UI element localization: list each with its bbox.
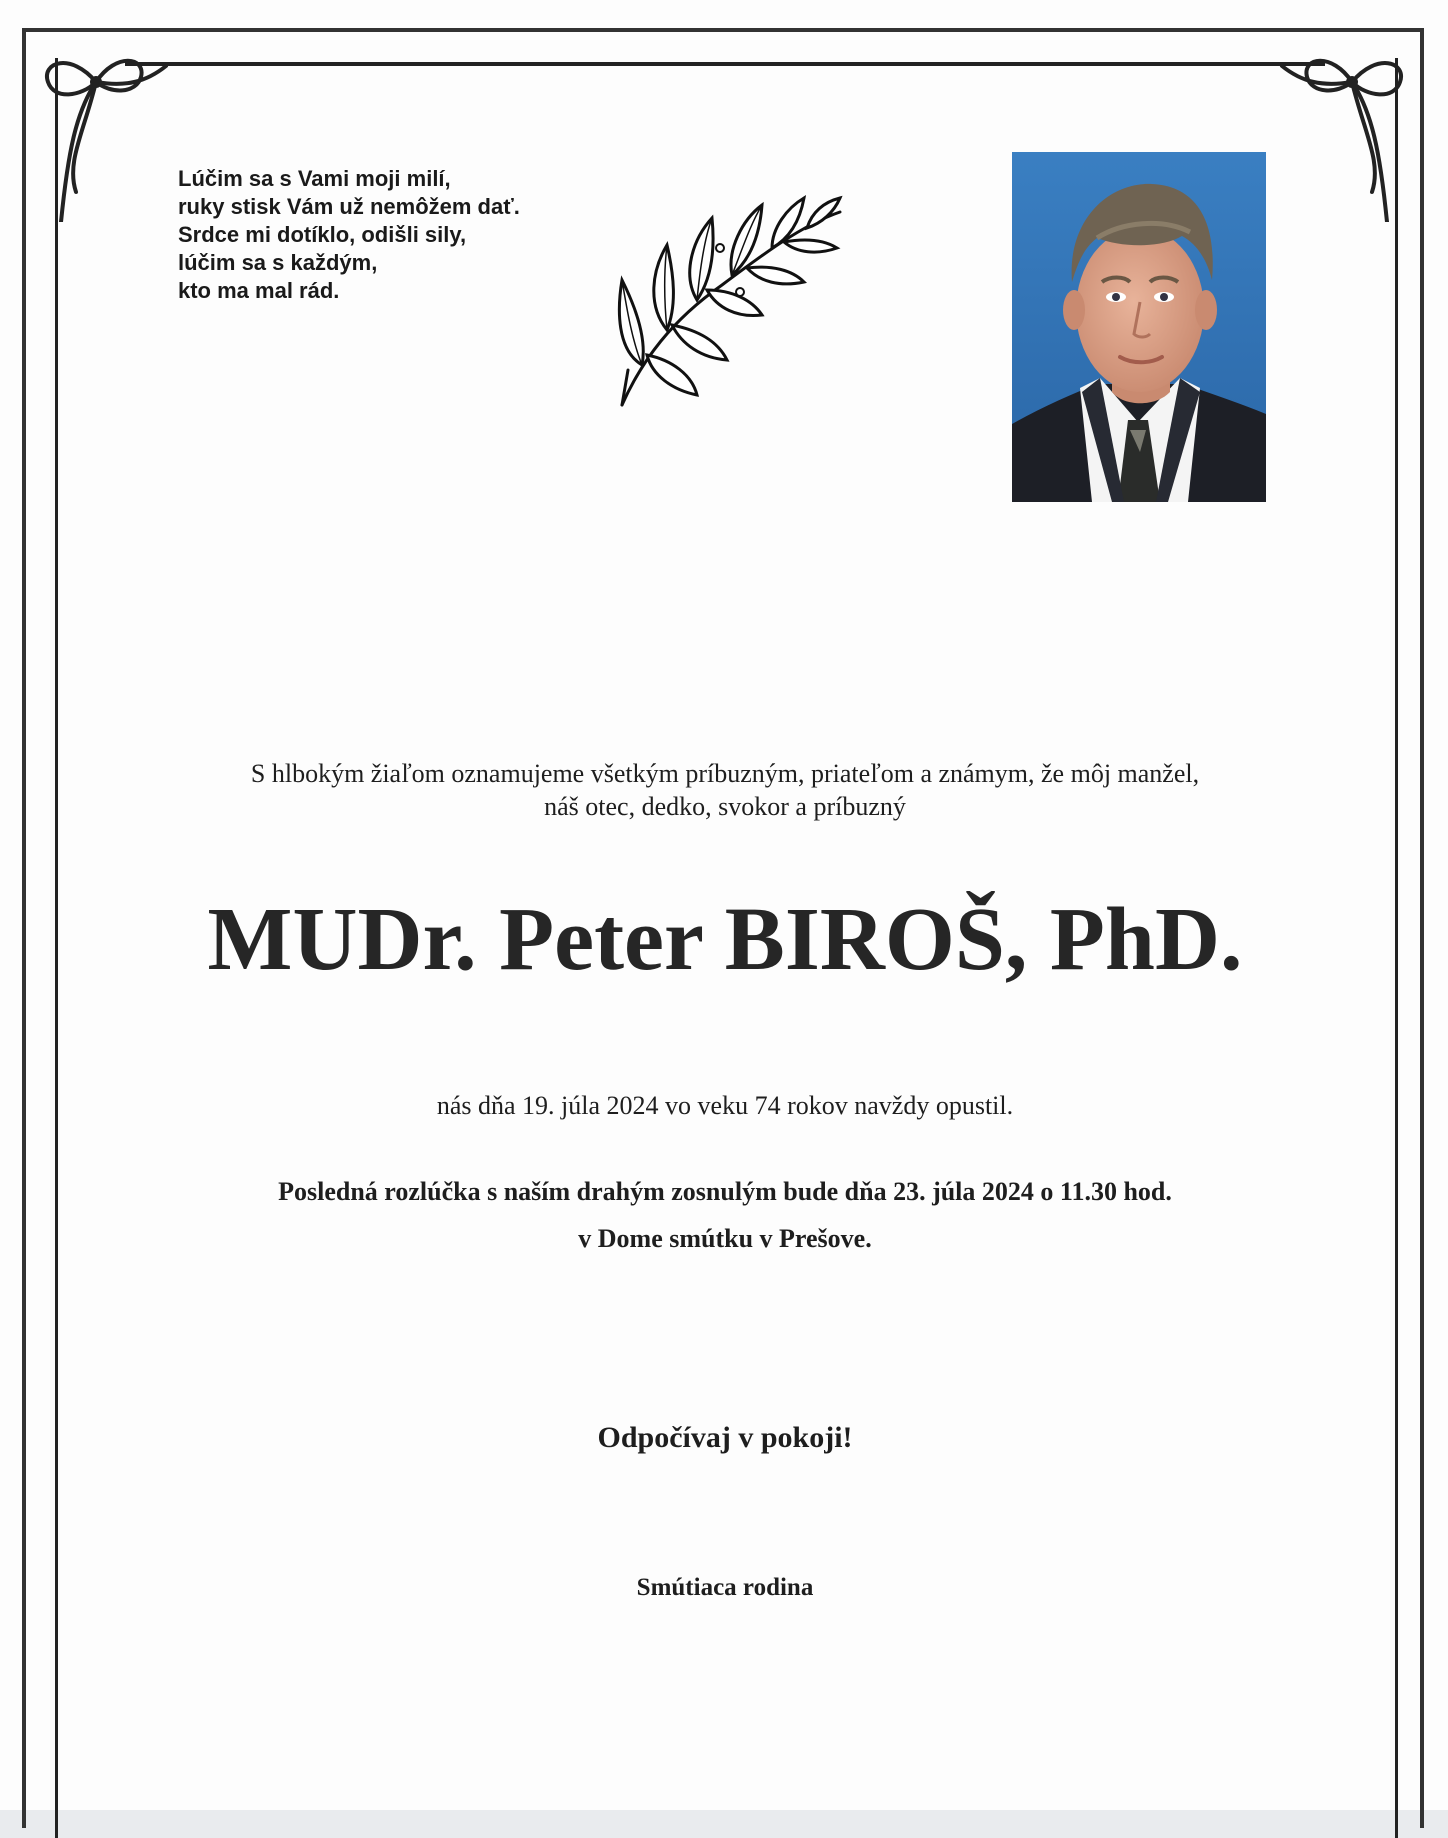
funeral-line: v Dome smútku v Prešove. bbox=[578, 1224, 872, 1253]
farewell-poem bbox=[178, 165, 520, 305]
rest-in-peace-text: Odpočívaj v pokoji! bbox=[597, 1421, 853, 1454]
poem-line: ruky stisk Vám už nemôžem dať. bbox=[178, 194, 520, 219]
announcement-intro bbox=[120, 757, 1330, 823]
poem-line: lúčim sa s každým, bbox=[178, 250, 378, 275]
ribbon-bow-icon bbox=[36, 42, 176, 222]
poem-line: kto ma mal rád. bbox=[178, 278, 340, 303]
deceased-name: MUDr. Peter BIROŠ, PhD. bbox=[207, 890, 1243, 989]
olive-branch-icon bbox=[612, 190, 847, 410]
death-notice: nás dňa 19. júla 2024 vo veku 74 rokov navždy opustil. bbox=[436, 1091, 1014, 1120]
portrait-photo-image bbox=[1012, 152, 1266, 502]
funeral-details bbox=[120, 1168, 1330, 1262]
intro-line: náš otec, dedko, svokor a príbuzný bbox=[544, 792, 906, 821]
poem-line: Srdce mi dotíklo, odišli sily, bbox=[178, 222, 467, 247]
funeral-line: Posledná rozlúčka s naším drahým zosnulým bude dňa 23. júla 2024 o 11.30 hod. bbox=[278, 1177, 1172, 1206]
portrait-photo bbox=[1012, 152, 1266, 502]
poem-line: Lúčim sa s Vami moji milí, bbox=[178, 166, 451, 191]
intro-line: S hlbokým žiaľom oznamujeme všetkým príbuzným, priateľom a známym, že môj manžel, bbox=[250, 759, 1200, 788]
family-signature: Smútiaca rodina bbox=[636, 1574, 814, 1601]
top-border-line bbox=[125, 62, 1325, 66]
ribbon-bow-icon bbox=[1272, 42, 1412, 222]
